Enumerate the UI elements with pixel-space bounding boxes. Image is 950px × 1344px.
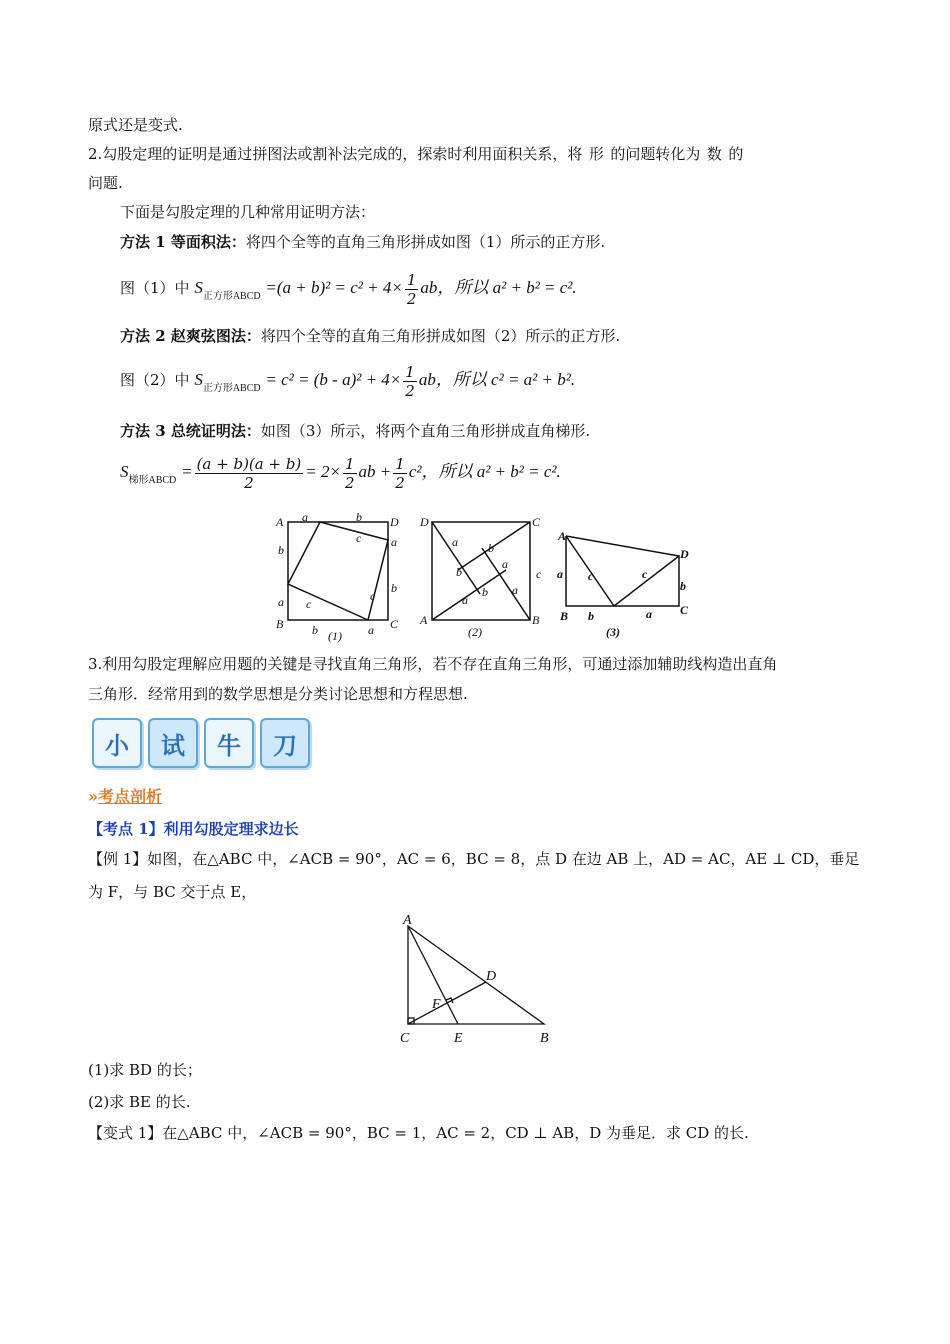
formula: ab + xyxy=(358,462,392,481)
label: D xyxy=(390,515,399,529)
method-2-formula xyxy=(120,360,862,404)
badge-shi: 试 xyxy=(148,718,198,768)
section-title: 考点剖析 xyxy=(98,787,163,806)
label: b xyxy=(278,543,284,557)
label: C xyxy=(680,603,689,617)
figure-caption: (1) xyxy=(328,629,342,643)
proof-figures xyxy=(270,512,710,644)
label: c xyxy=(356,531,362,545)
label: B xyxy=(540,1031,549,1046)
denominator: 2 xyxy=(406,289,417,308)
subscript: 梯形ABCD xyxy=(128,475,177,486)
text-line: 3.利用勾股定理解应用题的关键是寻找直角三角形，若不存在直角三角形，可通过添加辅助线构造出直角 xyxy=(88,655,778,673)
text-line: 原式还是变式. xyxy=(88,116,183,134)
math-s: S xyxy=(120,462,129,481)
section-heading xyxy=(88,786,862,808)
label: E xyxy=(454,1031,463,1046)
label: b xyxy=(312,623,318,637)
label: b xyxy=(456,565,462,579)
label: c xyxy=(370,589,376,603)
label: c xyxy=(642,567,648,581)
blank-xing: 形 xyxy=(588,145,604,163)
label: D xyxy=(680,547,689,561)
label: B xyxy=(276,617,284,631)
example-triangle-figure xyxy=(396,912,560,1048)
formula: =(a + b)² = c² + 4× xyxy=(265,278,403,297)
figure-caption: (3) xyxy=(606,625,620,639)
math-s: S xyxy=(194,370,203,389)
label: b xyxy=(488,541,494,555)
label: a xyxy=(557,567,563,581)
paragraph-proof-intro xyxy=(88,143,862,165)
fraction xyxy=(195,455,304,492)
formula-tail: ab，所以 a² + b² = c². xyxy=(420,278,577,297)
label: b xyxy=(356,512,362,524)
method-1 xyxy=(120,231,862,253)
denominator: 2 xyxy=(405,381,415,400)
example-1-cont: 为 F，与 BC 交于点 E， xyxy=(88,883,257,901)
text-line: 三角形．经常用到的数学思想是分类讨论思想和方程思想. xyxy=(88,685,468,703)
double-chevron-icon: » xyxy=(88,787,98,806)
label: A xyxy=(420,613,428,627)
label: C xyxy=(400,1031,410,1046)
denominator: 2 xyxy=(344,473,355,492)
method-text: 将四个全等的直角三角形拼成如图（2）所示的正方形. xyxy=(260,327,621,345)
badge-niu: 牛 xyxy=(204,718,254,768)
label: a xyxy=(646,607,652,621)
label: a xyxy=(462,593,468,607)
fig2-square xyxy=(432,522,530,620)
denominator: 2 xyxy=(244,473,254,492)
numerator: 1 xyxy=(406,270,417,289)
text-line: 下面是勾股定理的几种常用证明方法： xyxy=(120,203,376,221)
formula: = 2× xyxy=(305,462,341,481)
subscript: 正方形ABCD xyxy=(202,291,261,302)
fraction xyxy=(343,455,357,492)
method-3-formula: $S_{梯形ABCD}$ = $\frac{(a + b)(a + b)}{2}$ = 2× $\frac{1}{2}$ ab + $\frac{1}{2}$ c²，所以 a² + b² = c². xyxy=(120,454,561,492)
label: a xyxy=(368,623,374,637)
badge-dao: 刀 xyxy=(260,718,310,768)
label: a xyxy=(278,595,284,609)
label: b xyxy=(680,579,686,593)
label: C xyxy=(390,617,399,631)
label: c xyxy=(536,567,542,581)
method-3 xyxy=(120,420,862,442)
label: A xyxy=(403,913,412,928)
fraction xyxy=(393,455,407,492)
formula: = c² = (b - a)² + 4× xyxy=(265,370,402,389)
label: a xyxy=(302,512,308,524)
section-badges xyxy=(92,718,310,768)
fig3-trapezoid xyxy=(566,536,679,606)
label: F xyxy=(432,997,441,1012)
label: B xyxy=(532,613,540,627)
method-1-formula xyxy=(120,268,862,312)
badge-xiao: 小 xyxy=(92,718,142,768)
label: A xyxy=(276,515,284,529)
blank-shu: 数 xyxy=(706,145,722,163)
fig1-inner-square xyxy=(288,522,388,620)
text: 的 xyxy=(728,145,744,163)
kaodian-1: 【考点 1】利用勾股定理求边长 xyxy=(88,820,299,838)
subscript: 正方形ABCD xyxy=(202,383,261,394)
label: a xyxy=(391,535,397,549)
method-text: 将四个全等的直角三角形拼成如图（1）所示的正方形. xyxy=(245,233,606,251)
label: D xyxy=(486,969,497,984)
text: 的问题转化为 xyxy=(610,145,701,163)
label: a xyxy=(452,535,458,549)
label: a xyxy=(512,583,518,597)
text: 图（2）中 xyxy=(120,371,190,389)
label: B xyxy=(560,609,569,623)
label: c xyxy=(306,597,312,611)
fraction xyxy=(403,363,417,400)
label: a xyxy=(502,557,508,571)
math-s: S xyxy=(194,278,203,297)
label: c xyxy=(588,569,594,583)
text: 图（1）中 xyxy=(120,279,190,297)
method-title: 方法 2 赵爽弦图法： xyxy=(120,327,261,345)
question-2: (2)求 BE 的长. xyxy=(88,1093,191,1111)
text-line: 问题. xyxy=(88,174,123,192)
triangle-abc xyxy=(408,926,544,1024)
method-text: 如图（3）所示，将两个直角三角形拼成直角梯形. xyxy=(260,422,591,440)
numerator: 1 xyxy=(405,362,415,381)
method-title: 方法 3 总统证明法： xyxy=(120,422,261,440)
numerator: 1 xyxy=(395,454,405,473)
formula-tail: ab，所以 c² = a² + b². xyxy=(418,370,576,389)
numerator: 1 xyxy=(344,454,355,473)
numerator: (a + b)(a + b) xyxy=(196,454,302,473)
label: b xyxy=(588,609,594,623)
variant-1: 【变式 1】在△ABC 中，∠ACB = 90°，BC = 1，AC = 2，CD ⊥ AB，D 为垂足．求 CD 的长. xyxy=(88,1124,749,1142)
method-2 xyxy=(120,325,862,347)
text: 2.勾股定理的证明是通过拼图法或割补法完成的，探索时利用面积关系，将 xyxy=(88,145,583,163)
example-1: 【例 1】如图，在△ABC 中，∠ACB = 90°，AC = 6，BC = 8，点 D 在边 AB 上，AD = AC，AE ⊥ CD，垂足 xyxy=(88,850,860,868)
formula-tail: c²，所以 a² + b² = c². xyxy=(408,462,561,481)
label: C xyxy=(532,515,541,529)
fraction xyxy=(405,271,419,308)
label: b xyxy=(482,585,488,599)
label: b xyxy=(391,581,397,595)
label: A xyxy=(558,529,567,543)
figure-caption: (2) xyxy=(468,625,482,639)
method-title: 方法 1 等面积法： xyxy=(120,233,246,251)
label: D xyxy=(420,515,429,529)
denominator: 2 xyxy=(395,473,405,492)
question-1: (1)求 BD 的长； xyxy=(88,1061,202,1079)
